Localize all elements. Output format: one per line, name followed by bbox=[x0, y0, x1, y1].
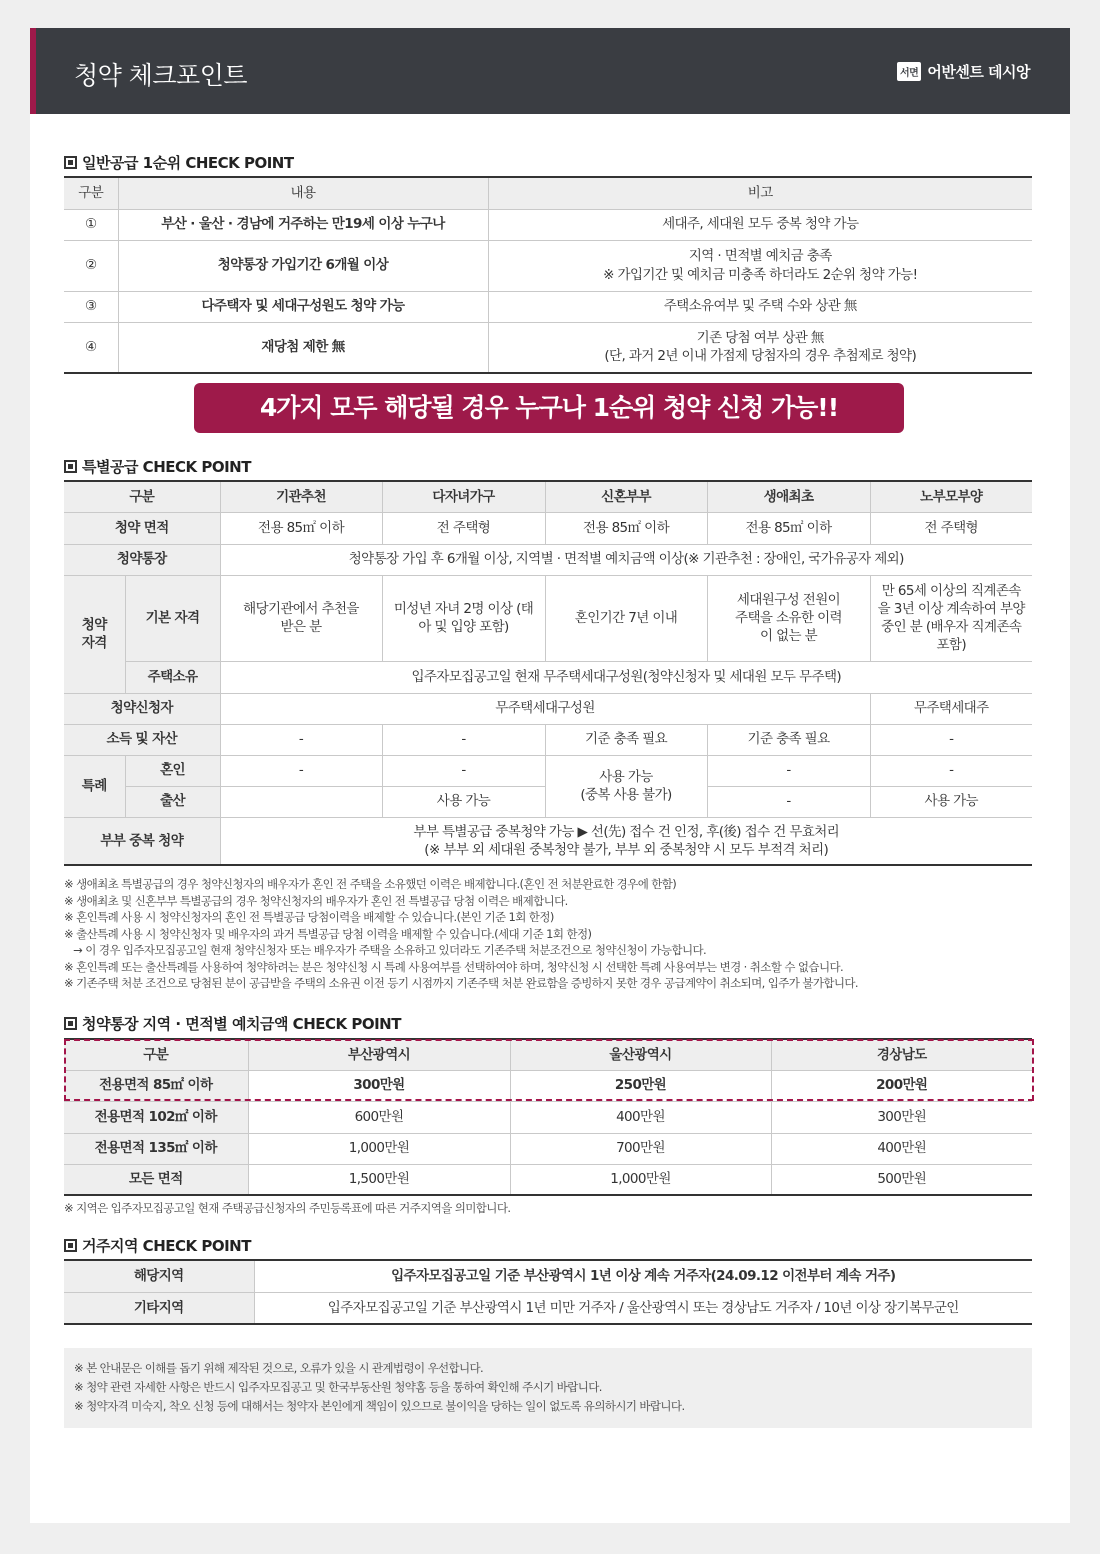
row-label: 부부 중복 청약 bbox=[64, 817, 220, 865]
cell: 무주택세대주 bbox=[870, 693, 1032, 724]
col-header: 구분 bbox=[64, 481, 220, 512]
row-label: 청약통장 bbox=[64, 544, 220, 575]
row-content: 다주택자 및 세대구성원도 청약 가능 bbox=[118, 291, 488, 322]
row-number: ② bbox=[64, 240, 118, 291]
row-label: 모든 면적 bbox=[64, 1164, 248, 1195]
footer-line: ※ 청약자격 미숙지, 착오 신청 등에 대해서는 청약자 본인에게 책임이 있으므로 불이익을 당하는 일이 없도록 유의하시기 바랍니다. bbox=[74, 1399, 685, 1413]
cell: 전 주택형 bbox=[870, 512, 1032, 544]
square-bullet-icon bbox=[64, 1239, 77, 1252]
cell: - bbox=[707, 755, 870, 786]
square-bullet-icon bbox=[64, 460, 77, 473]
cell: 1,500만원 bbox=[248, 1164, 510, 1195]
cell: 300만원 bbox=[771, 1101, 1032, 1133]
special-supply-table bbox=[64, 480, 1032, 866]
cell: 250만원 bbox=[510, 1070, 771, 1101]
table-row bbox=[64, 1292, 1032, 1324]
table-row bbox=[64, 661, 1032, 693]
section-title-text: 특별공급 CHECK POINT bbox=[82, 458, 251, 476]
row-label: 주택소유 bbox=[125, 661, 220, 693]
deposit-table bbox=[64, 1038, 1032, 1196]
cell: 500만원 bbox=[771, 1164, 1032, 1195]
general-supply-table bbox=[64, 176, 1032, 374]
col-header: 비고 bbox=[488, 177, 1032, 209]
col-header: 내용 bbox=[118, 177, 488, 209]
section-title-text: 거주지역 CHECK POINT bbox=[82, 1237, 251, 1255]
table-row bbox=[64, 512, 1032, 544]
row-note bbox=[488, 240, 1032, 291]
cell: 미성년 자녀 2명 이상 (태아 및 입양 포함) bbox=[382, 575, 545, 661]
cell: 해당기관에서 추천을 받은 분 bbox=[220, 575, 382, 661]
cell: 전용 85㎡ 이하 bbox=[220, 512, 382, 544]
row-label: 기본 자격 bbox=[125, 575, 220, 661]
cell: 입주자모집공고일 기준 부산광역시 1년 이상 계속 거주자(24.09.12 이전부터 계속 거주) bbox=[254, 1260, 1032, 1292]
cell: 700만원 bbox=[510, 1133, 771, 1164]
cell: 400만원 bbox=[771, 1133, 1032, 1164]
table-row bbox=[64, 1133, 1032, 1164]
cell: 전용 85㎡ 이하 bbox=[545, 512, 707, 544]
cell-line: (※ 부부 외 세대원 중복청약 불가, 부부 외 중복청약 시 모두 부적격 처리) bbox=[424, 841, 829, 858]
cell: - bbox=[382, 755, 545, 786]
cell: - bbox=[220, 755, 382, 786]
eligibility-banner: 4가지 모두 해당될 경우 누구나 1순위 청약 신청 가능!! bbox=[194, 383, 904, 433]
row-label: 전용면적 102㎡ 이하 bbox=[64, 1101, 248, 1133]
col-header: 기관추천 bbox=[220, 481, 382, 512]
cell: 청약통장 가입 후 6개월 이상, 지역별 · 면적별 예치금액 이상(※ 기관추천 : 장애인, 국가유공자 제외) bbox=[220, 544, 1032, 575]
table-row bbox=[64, 1070, 1032, 1101]
row-label: 기타지역 bbox=[64, 1292, 254, 1324]
row-note: 세대주, 세대원 모두 중복 청약 가능 bbox=[488, 209, 1032, 240]
cell: 혼인기간 7년 이내 bbox=[545, 575, 707, 661]
cell: 기준 충족 필요 bbox=[545, 724, 707, 755]
cell: - bbox=[707, 786, 870, 817]
note-line: ※ 생애최초 특별공급의 경우 청약신청자의 배우자가 혼인 전 주택을 소유했던 이력은 배제합니다.(혼인 전 처분완료한 경우에 한함) bbox=[64, 877, 677, 891]
row-content: 부산 · 울산 · 경남에 거주하는 만19세 이상 누구나 bbox=[118, 209, 488, 240]
cell: 1,000만원 bbox=[510, 1164, 771, 1195]
cell: 1,000만원 bbox=[248, 1133, 510, 1164]
deposit-note: ※ 지역은 입주자모집공고일 현재 주택공급신청자의 주민등록표에 따른 거주지역을 의미합니다. bbox=[64, 1201, 511, 1215]
section-title-residence bbox=[64, 1235, 251, 1256]
cell: 600만원 bbox=[248, 1101, 510, 1133]
brand-name: 어반센트 데시앙 bbox=[927, 63, 1030, 81]
special-supply-notes bbox=[64, 876, 858, 992]
row-label: 혼인 bbox=[125, 755, 220, 786]
col-header: 부산광역시 bbox=[248, 1039, 510, 1070]
section-title-text: 청약통장 지역 · 면적별 예치금액 CHECK POINT bbox=[82, 1015, 401, 1033]
row-label: 출산 bbox=[125, 786, 220, 817]
section-title-general bbox=[64, 152, 294, 173]
row-note bbox=[488, 322, 1032, 373]
row-label: 소득 및 자산 bbox=[64, 724, 220, 755]
cell bbox=[220, 817, 1032, 865]
row-note: 주택소유여부 및 주택 수와 상관 無 bbox=[488, 291, 1032, 322]
section-title-special bbox=[64, 456, 251, 477]
row-note-line: 기존 당첨 여부 상관 無 bbox=[696, 330, 824, 347]
table-header-row bbox=[64, 481, 1032, 512]
col-header: 생애최초 bbox=[707, 481, 870, 512]
header-bar bbox=[30, 28, 1070, 114]
col-header: 노부모부양 bbox=[870, 481, 1032, 512]
note-line: ※ 혼인특례 또는 출산특례를 사용하여 청약하려는 분은 청약신청 시 특례 사용여부를 선택하여야 하며, 청약신청 시 선택한 특례 사용여부는 변경 · 취소할 수 없습니다. bbox=[64, 959, 844, 974]
col-header: 구분 bbox=[64, 1039, 248, 1070]
footer-line: ※ 청약 관련 자세한 사항은 반드시 입주자모집공고 및 한국부동산원 청약홈 등을 통하여 확인해 주시기 바랍니다. bbox=[74, 1380, 602, 1394]
brand-logo bbox=[897, 61, 1030, 82]
table-row bbox=[64, 817, 1032, 865]
note-line: ※ 생애최초 및 신혼부부 특별공급의 경우 청약신청자의 배우자가 혼인 전 특별공급 당첨 이력은 배제합니다. bbox=[64, 893, 568, 908]
col-header: 경상남도 bbox=[771, 1039, 1032, 1070]
cell-line: (중복 사용 불가) bbox=[580, 787, 672, 803]
note-line: ※ 기존주택 처분 조건으로 당첨된 분이 공급받을 주택의 소유권 이전 등기 시점까지 기존주택 처분 완료함을 증빙하지 못한 경우 공급계약이 취소되며, 입주가 불가합니다. bbox=[64, 976, 858, 990]
table-row bbox=[64, 544, 1032, 575]
table-row bbox=[64, 1164, 1032, 1195]
col-header: 울산광역시 bbox=[510, 1039, 771, 1070]
brand-tag: 서면 bbox=[897, 62, 921, 81]
cell: 입주자모집공고일 기준 부산광역시 1년 미만 거주자 / 울산광역시 또는 경상남도 거주자 / 10년 이상 장기복무군인 bbox=[254, 1292, 1032, 1324]
row-number: ③ bbox=[64, 291, 118, 322]
cell bbox=[545, 755, 707, 817]
square-bullet-icon bbox=[64, 156, 77, 169]
footer-line: ※ 본 안내문은 이해를 돕기 위해 제작된 것으로, 오류가 있을 시 관계법령이 우선합니다. bbox=[74, 1361, 484, 1375]
cell bbox=[220, 786, 382, 817]
note-line: ※ 혼인특례 사용 시 청약신청자의 혼인 전 특별공급 당첨이력을 배제할 수 있습니다.(본인 기준 1회 한정) bbox=[64, 910, 554, 924]
table-row bbox=[64, 724, 1032, 755]
row-note-line: 지역 · 면적별 예치금 충족 bbox=[688, 248, 832, 265]
cell: 사용 가능 bbox=[870, 786, 1032, 817]
row-group-label: 특례 bbox=[64, 755, 125, 817]
table-row bbox=[64, 1101, 1032, 1133]
section-title-deposit bbox=[64, 1013, 401, 1034]
cell-line: 부부 특별공급 중복청약 가능 ▶ 선(先) 접수 건 인정, 후(後) 접수 건 무효처리 bbox=[413, 823, 840, 840]
row-label: 전용면적 135㎡ 이하 bbox=[64, 1133, 248, 1164]
cell-line: 사용 가능 bbox=[599, 768, 653, 785]
col-header: 구분 bbox=[64, 177, 118, 209]
col-header: 다자녀가구 bbox=[382, 481, 545, 512]
table-header-row bbox=[64, 177, 1032, 209]
table-row bbox=[64, 693, 1032, 724]
table-row bbox=[64, 209, 1032, 240]
cell: 만 65세 이상의 직계존속을 3년 이상 계속하여 부양 중인 분 (배우자 직계존속 포함) bbox=[870, 575, 1032, 661]
table-header-row bbox=[64, 1039, 1032, 1070]
row-content: 청약통장 가입기간 6개월 이상 bbox=[118, 240, 488, 291]
cell: - bbox=[382, 724, 545, 755]
note-line: → 이 경우 입주자모집공고일 현재 청약신청자 또는 배우자가 주택을 소유하고 있더라도 기존주택 처분조건으로 청약신청이 가능합니다. bbox=[64, 943, 707, 957]
cell: 무주택세대구성원 bbox=[220, 693, 870, 724]
cell: 200만원 bbox=[771, 1070, 1032, 1101]
col-header: 신혼부부 bbox=[545, 481, 707, 512]
row-label: 전용면적 85㎡ 이하 bbox=[64, 1070, 248, 1101]
cell: - bbox=[870, 724, 1032, 755]
row-number: ④ bbox=[64, 322, 118, 373]
row-number: ① bbox=[64, 209, 118, 240]
row-label: 청약신청자 bbox=[64, 693, 220, 724]
cell: - bbox=[220, 724, 382, 755]
page bbox=[30, 28, 1070, 1523]
table-row bbox=[64, 1260, 1032, 1292]
row-note-line: ※ 가입기간 및 예치금 미충족 하더라도 2순위 청약 가능! bbox=[603, 266, 918, 283]
table-row bbox=[64, 240, 1032, 291]
section-title-text: 일반공급 1순위 CHECK POINT bbox=[82, 154, 294, 172]
row-content: 재당첨 제한 無 bbox=[118, 322, 488, 373]
cell: 입주자모집공고일 현재 무주택세대구성원(청약신청자 및 세대원 모두 무주택) bbox=[220, 661, 1032, 693]
footer-notes bbox=[64, 1348, 1032, 1428]
page-title: 청약 체크포인트 bbox=[74, 61, 247, 90]
table-row bbox=[64, 755, 1032, 786]
residence-table bbox=[64, 1259, 1032, 1325]
row-note-line: (단, 과거 2년 이내 가점제 당첨자의 경우 추첨제로 청약) bbox=[604, 348, 917, 365]
table-row bbox=[64, 291, 1032, 322]
row-group-label: 청약 자격 bbox=[64, 575, 125, 693]
square-bullet-icon bbox=[64, 1017, 77, 1030]
table-row bbox=[64, 322, 1032, 373]
cell: 기준 충족 필요 bbox=[707, 724, 870, 755]
cell: 전 주택형 bbox=[382, 512, 545, 544]
cell: 전용 85㎡ 이하 bbox=[707, 512, 870, 544]
cell: - bbox=[870, 755, 1032, 786]
cell: 사용 가능 bbox=[382, 786, 545, 817]
cell: 400만원 bbox=[510, 1101, 771, 1133]
row-label: 청약 면적 bbox=[64, 512, 220, 544]
row-label: 해당지역 bbox=[64, 1260, 254, 1292]
cell: 세대원구성 전원이 주택을 소유한 이력이 없는 분 bbox=[707, 575, 870, 661]
cell: 300만원 bbox=[248, 1070, 510, 1101]
note-line: ※ 출산특례 사용 시 청약신청자 및 배우자의 과거 특별공급 당첨 이력을 배제할 수 있습니다.(세대 기준 1회 한정) bbox=[64, 926, 592, 941]
table-row bbox=[64, 575, 1032, 661]
